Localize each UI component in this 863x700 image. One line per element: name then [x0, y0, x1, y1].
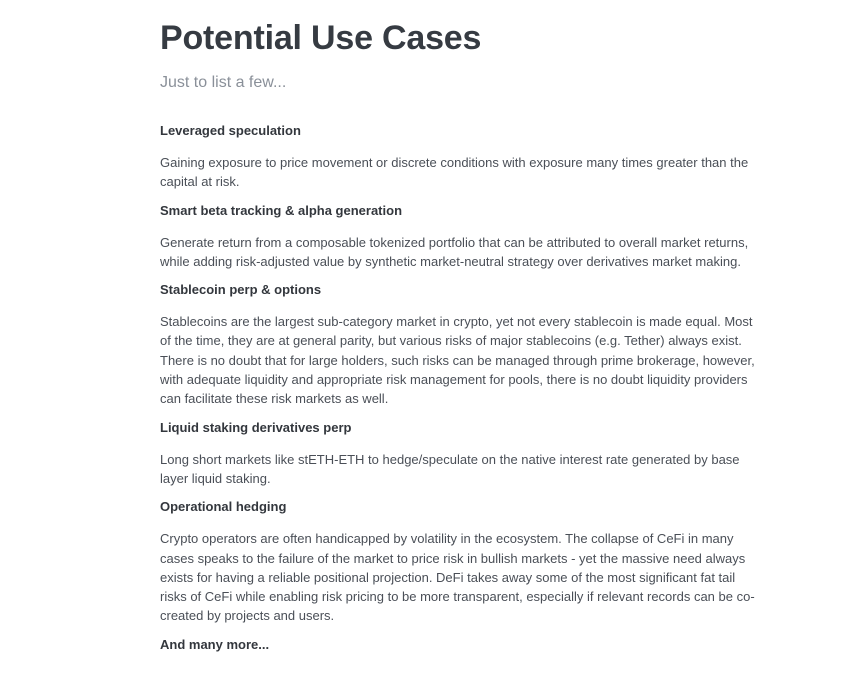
section-body: Long short markets like stETH-ETH to hedge/speculate on the native interest rate generated by base layer liquid staking. — [160, 451, 740, 486]
section-body: Stablecoins are the largest sub-category market in crypto, yet not every stablecoin is made equal. Most of the time, they are at general parity, but various risks of major stablecoins (e.g. Tether) always exist. There is no doubt that for large holders, such risks can be managed through prime brokerage, however, with adequate liquidity and appropriate risk management for pools, there is no doubt liquidity providers can facilitate these risk markets as well. — [160, 314, 755, 407]
section-body: Crypto operators are often handicapped by volatility in the ecosystem. The collapse of CeFi in many cases speaks to the failure of the market to price risk in bullish markets - yet the massive need always exists for having a reliable positional projection. DeFi takes away some of the most significant fat tail risks of CeFi while enabling risk pricing to be more transparent, especially if relevant records can be co-created by projects and users. — [160, 531, 755, 624]
use-case-stablecoin-perp-options — [160, 280, 764, 408]
section-body: Generate return from a composable tokenized portfolio that can be attributed to overall market returns, while adding risk-adjusted value by synthetic market-neutral strategy over derivatives market making. — [160, 234, 749, 269]
use-case-liquid-staking-perp — [160, 418, 764, 489]
section-heading: Operational hedging — [160, 499, 287, 515]
page-subtitle: Just to list a few... — [160, 74, 287, 91]
use-case-operational-hedging — [160, 497, 764, 625]
use-case-smart-beta-tracking — [160, 201, 764, 272]
section-heading: Stablecoin perp & options — [160, 282, 322, 298]
use-case-list — [160, 121, 764, 655]
page-title: Potential Use Cases — [160, 19, 482, 57]
section-heading: Leveraged speculation — [160, 123, 301, 138]
closing-note — [160, 635, 764, 655]
document-content — [160, 16, 764, 655]
section-body: Gaining exposure to price movement or discrete conditions with exposure many times greater than the capital at risk. — [160, 155, 749, 190]
closing-heading: And many more... — [160, 636, 270, 652]
use-case-leveraged-speculation — [160, 121, 764, 192]
section-heading: Liquid staking derivatives perp — [160, 419, 352, 435]
section-heading: Smart beta tracking & alpha generation — [160, 202, 403, 218]
